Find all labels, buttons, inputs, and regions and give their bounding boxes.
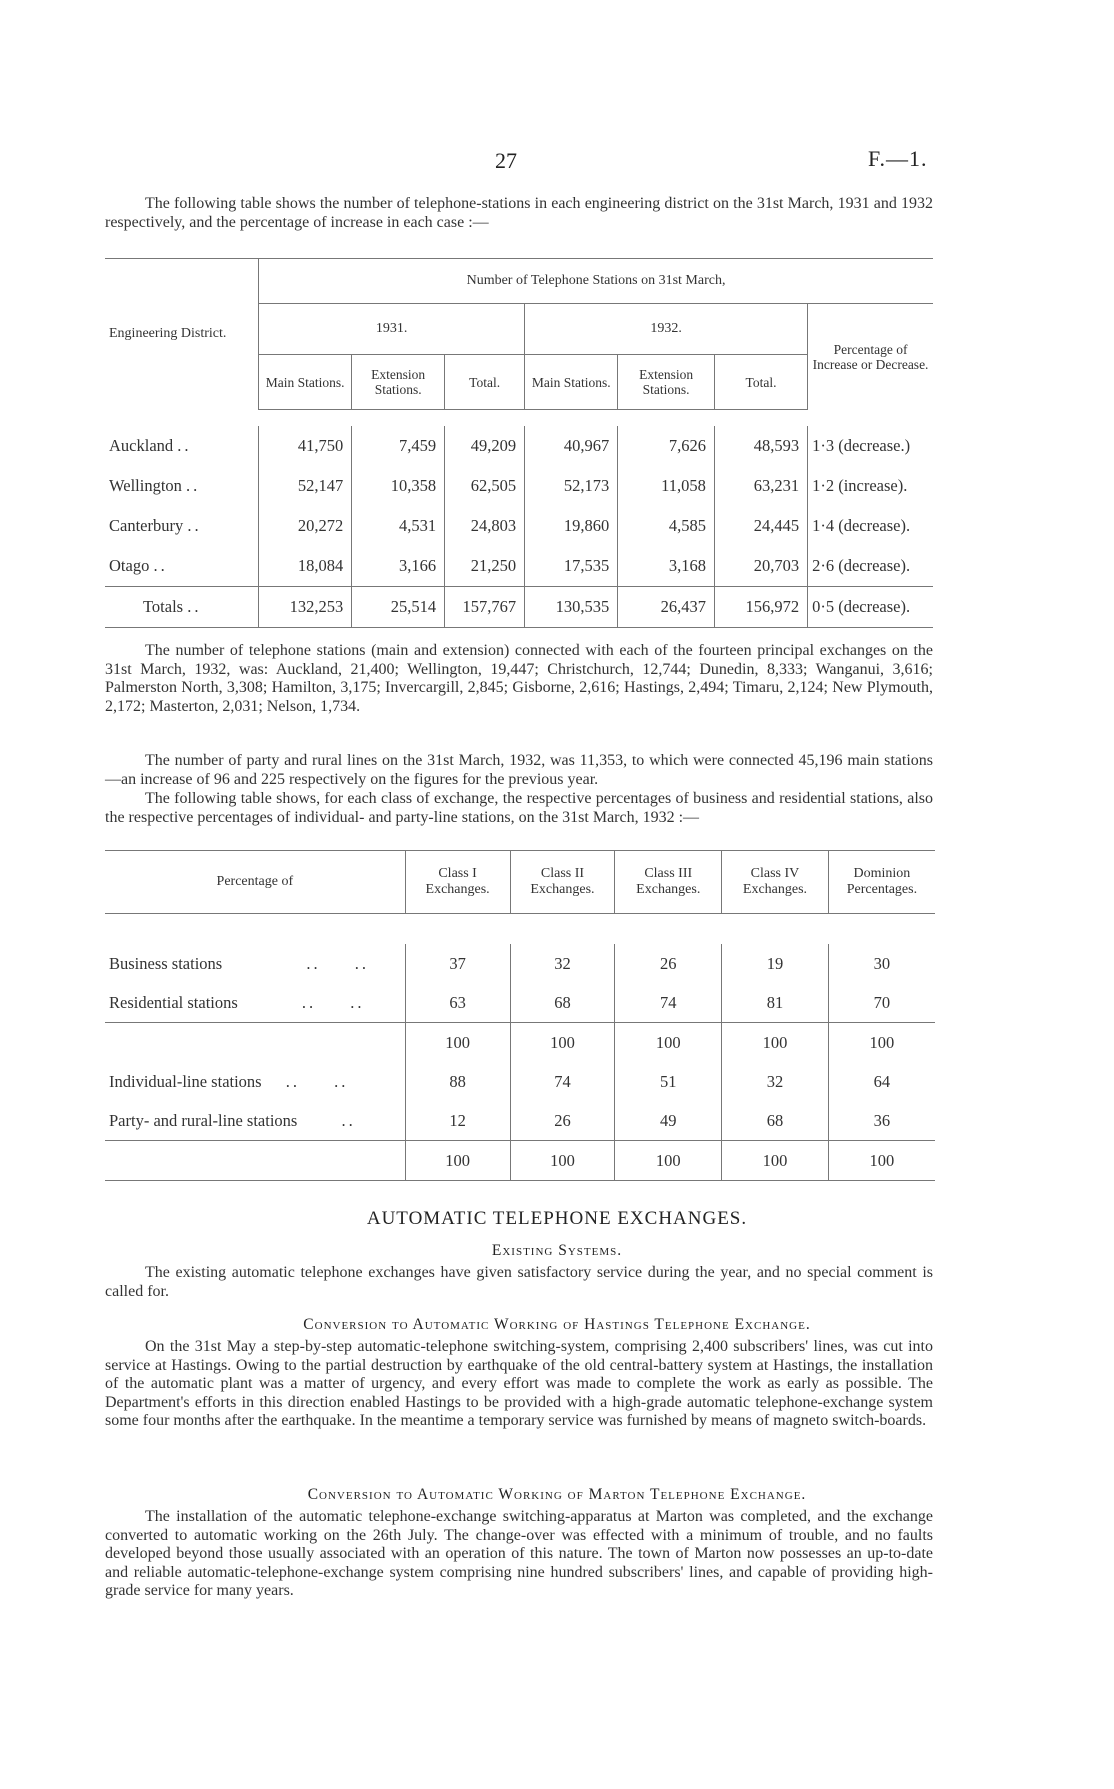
cell-value: 49	[615, 1101, 722, 1141]
cell-value: 68	[722, 1101, 829, 1141]
cell-value: 1·2 (increase).	[808, 466, 933, 506]
cell-value: 32	[510, 944, 615, 983]
cell-value: 36	[828, 1101, 935, 1141]
cell-value: 63,231	[714, 466, 807, 506]
cell-value: 19,860	[525, 506, 618, 546]
cell-value: 100	[828, 1023, 935, 1063]
col-percentage: Percentage of Increase or Decrease.	[808, 304, 933, 410]
cell-value: 26	[615, 944, 722, 983]
cell-value: 37	[405, 944, 510, 983]
cell-value: 18,084	[259, 546, 352, 587]
percentage-table	[105, 850, 935, 1181]
row-label: Party- and rural-line stations	[109, 1110, 298, 1130]
page-reference: F.—1.	[868, 146, 928, 171]
table-row: Otago .. 18,084 3,166 21,250 17,535 3,168 20,703 2·6 (decrease).	[105, 546, 933, 587]
cell-value: 100	[510, 1023, 615, 1063]
subheading-hastings: Conversion to Automatic Working of Hastings Telephone Exchange.	[303, 1316, 811, 1333]
hastings-paragraph: On the 31st May a step-by-step automatic-telephone switching-system, comprising 2,400 subscribers' lines, was cut into service at Hastings. Owing to the partial destruction by earthquake of the old central-battery system at Hastings, the installation of the automatic plant was a matter of urgency, and every effort was made to complete the work as early as possible. The Department's efforts in this direction enabled Hastings to be provided with a high-grade automatic telephone-exchange system some four months after the earthquake. In the meantime a temporary service was furnished by means of magneto switch-boards.	[105, 1338, 933, 1429]
cell-value: 30	[828, 944, 935, 983]
col-ext-1931: Extension Stations.	[352, 355, 445, 410]
cell-value: 88	[405, 1062, 510, 1101]
cell-value: 100	[405, 1023, 510, 1063]
table-caption: Number of Telephone Stations on 31st March,	[259, 259, 933, 304]
cell-value: 0·5 (decrease).	[808, 587, 933, 628]
cell-value: 4,531	[352, 506, 445, 546]
district-name: Otago	[109, 556, 150, 575]
cell-value: 49,209	[445, 426, 525, 466]
table-row: Canterbury .. 20,272 4,531 24,803 19,860 4,585 24,445 1·4 (decrease).	[105, 506, 933, 546]
cell-value: 40,967	[525, 426, 618, 466]
year-1931: 1931.	[259, 304, 525, 355]
cell-value: 63	[405, 983, 510, 1023]
sum-row	[105, 1141, 935, 1181]
cell-value: 156,972	[714, 587, 807, 628]
intro-paragraph: The following table shows the number of telephone-stations in each engineering district on the 31st March, 1931 and 1932 respectively, and the percentage of increase in each case :—	[105, 195, 933, 231]
table-row: Wellington .. 52,147 10,358 62,505 52,173 11,058 63,231 1·2 (increase).	[105, 466, 933, 506]
table-row: Auckland .. 41,750 7,459 49,209 40,967 7,626 48,593 1·3 (decrease.)	[105, 426, 933, 466]
cell-value: 12	[405, 1101, 510, 1141]
cell-value: 20,272	[259, 506, 352, 546]
existing-systems-paragraph: The existing automatic telephone exchanges have given satisfactory service during the year, and no special comment is called for.	[105, 1264, 933, 1300]
party-lines-paragraph: The number of party and rural lines on the 31st March, 1932, was 11,353, to which were connected 45,196 main stations—an increase of 96 and 225 respectively on the figures for the previous year.	[105, 752, 933, 788]
marton-paragraph: The installation of the automatic telephone-exchange switching-apparatus at Marton was completed, and the exchange converted to automatic working on the 26th July. The change-over was effected with a minimum of trouble, and no faults developed beyond those usually associated with an operation of this nature. The town of Marton now possesses an up-to-date and reliable automatic-telephone-exchange system comprising nine hundred subscribers' lines, and capable of providing high-grade service for many years.	[105, 1508, 933, 1599]
cell-value: 25,514	[352, 587, 445, 628]
cell-value: 157,767	[445, 587, 525, 628]
stations-table	[105, 258, 933, 628]
cell-value: 52,147	[259, 466, 352, 506]
col-total-1932: Total.	[714, 355, 807, 410]
sum-row	[105, 1023, 935, 1063]
cell-value: 21,250	[445, 546, 525, 587]
cell-value: 74	[510, 1062, 615, 1101]
cell-value: 51	[615, 1062, 722, 1101]
exchanges-paragraph: The number of telephone stations (main and extension) connected with each of the fourteen principal exchanges on the 31st March, 1932, was: Auckland, 21,400; Wellington, 19,447; Christchurch, 12,744; Dunedin, 8,333; Wanganui, 3,616; Palmerston North, 3,308; Hamilton, 3,175; Invercargill, 2,845; Gisborne, 2,616; Hastings, 2,494; Timaru, 2,124; New Plymouth, 2,172; Masterton, 2,031; Nelson, 1,734.	[105, 642, 933, 715]
row-label: Individual-line stations	[109, 1071, 262, 1091]
row-label: Business stations	[109, 953, 223, 973]
cell-value: 64	[828, 1062, 935, 1101]
cell-value: 7,626	[618, 426, 715, 466]
totals-row: Totals .. 132,253 25,514 157,767 130,535 26,437 156,972 0·5 (decrease).	[105, 587, 933, 628]
cell-value: 1·4 (decrease).	[808, 506, 933, 546]
cell-value: 11,058	[618, 466, 715, 506]
col-ext-1932: Extension Stations.	[618, 355, 715, 410]
cell-value: 2·6 (decrease).	[808, 546, 933, 587]
totals-label: Totals	[143, 597, 184, 616]
cell-value: 3,166	[352, 546, 445, 587]
cell-value: 20,703	[714, 546, 807, 587]
cell-value: 100	[828, 1141, 935, 1181]
table-row: Party- and rural-line stations .. 12 26 49 68 36	[105, 1101, 935, 1141]
subheading-existing: Existing Systems.	[491, 1242, 623, 1259]
cell-value: 26,437	[618, 587, 715, 628]
cell-value: 1·3 (decrease.)	[808, 426, 933, 466]
col-class-1: Class I Exchanges.	[405, 851, 510, 914]
col-total-1931: Total.	[445, 355, 525, 410]
cell-value: 52,173	[525, 466, 618, 506]
cell-value: 48,593	[714, 426, 807, 466]
cell-value: 7,459	[352, 426, 445, 466]
section-title: AUTOMATIC TELEPHONE EXCHANGES.	[366, 1208, 748, 1229]
table-row: Individual-line stations .. .. 88 74 51 32 64	[105, 1062, 935, 1101]
cell-value: 100	[615, 1023, 722, 1063]
year-1932: 1932.	[525, 304, 808, 355]
col-main-1932: Main Stations.	[525, 355, 618, 410]
cell-value: 17,535	[525, 546, 618, 587]
col-class-2: Class II Exchanges.	[510, 851, 615, 914]
cell-value: 100	[510, 1141, 615, 1181]
cell-value: 24,803	[445, 506, 525, 546]
cell-value: 68	[510, 983, 615, 1023]
district-name: Auckland	[109, 436, 174, 455]
col-class-4: Class IV Exchanges.	[722, 851, 829, 914]
row-header-district: Engineering District.	[109, 326, 227, 342]
cell-value: 4,585	[618, 506, 715, 546]
table-row: Residential stations .. .. 63 68 74 81 70	[105, 983, 935, 1023]
subheading-marton: Conversion to Automatic Working of Marton Telephone Exchange.	[307, 1486, 807, 1503]
cell-value: 32	[722, 1062, 829, 1101]
cell-value: 81	[722, 983, 829, 1023]
row-header-percentage: Percentage of	[216, 874, 294, 889]
cell-value: 100	[615, 1141, 722, 1181]
cell-value: 100	[722, 1141, 829, 1181]
cell-value: 24,445	[714, 506, 807, 546]
cell-value: 130,535	[525, 587, 618, 628]
class-table-intro: The following table shows, for each class of exchange, the respective percentages of business and residential stations, also the respective percentages of individual- and party-line stations, on the 31st March, 1932 :—	[105, 790, 933, 826]
page-number: 27	[495, 148, 517, 173]
table-row: Business stations .. .. 37 32 26 19 30	[105, 944, 935, 983]
cell-value: 70	[828, 983, 935, 1023]
district-name: Wellington	[109, 476, 182, 495]
cell-value: 100	[722, 1023, 829, 1063]
col-main-1931: Main Stations.	[259, 355, 352, 410]
cell-value: 26	[510, 1101, 615, 1141]
col-dominion: Dominion Percentages.	[828, 851, 935, 914]
district-name: Canterbury	[109, 516, 184, 535]
cell-value: 10,358	[352, 466, 445, 506]
row-label: Residential stations	[109, 992, 238, 1012]
cell-value: 3,168	[618, 546, 715, 587]
cell-value: 100	[405, 1141, 510, 1181]
cell-value: 41,750	[259, 426, 352, 466]
cell-value: 19	[722, 944, 829, 983]
col-class-3: Class III Exchanges.	[615, 851, 722, 914]
cell-value: 74	[615, 983, 722, 1023]
cell-value: 62,505	[445, 466, 525, 506]
cell-value: 132,253	[259, 587, 352, 628]
